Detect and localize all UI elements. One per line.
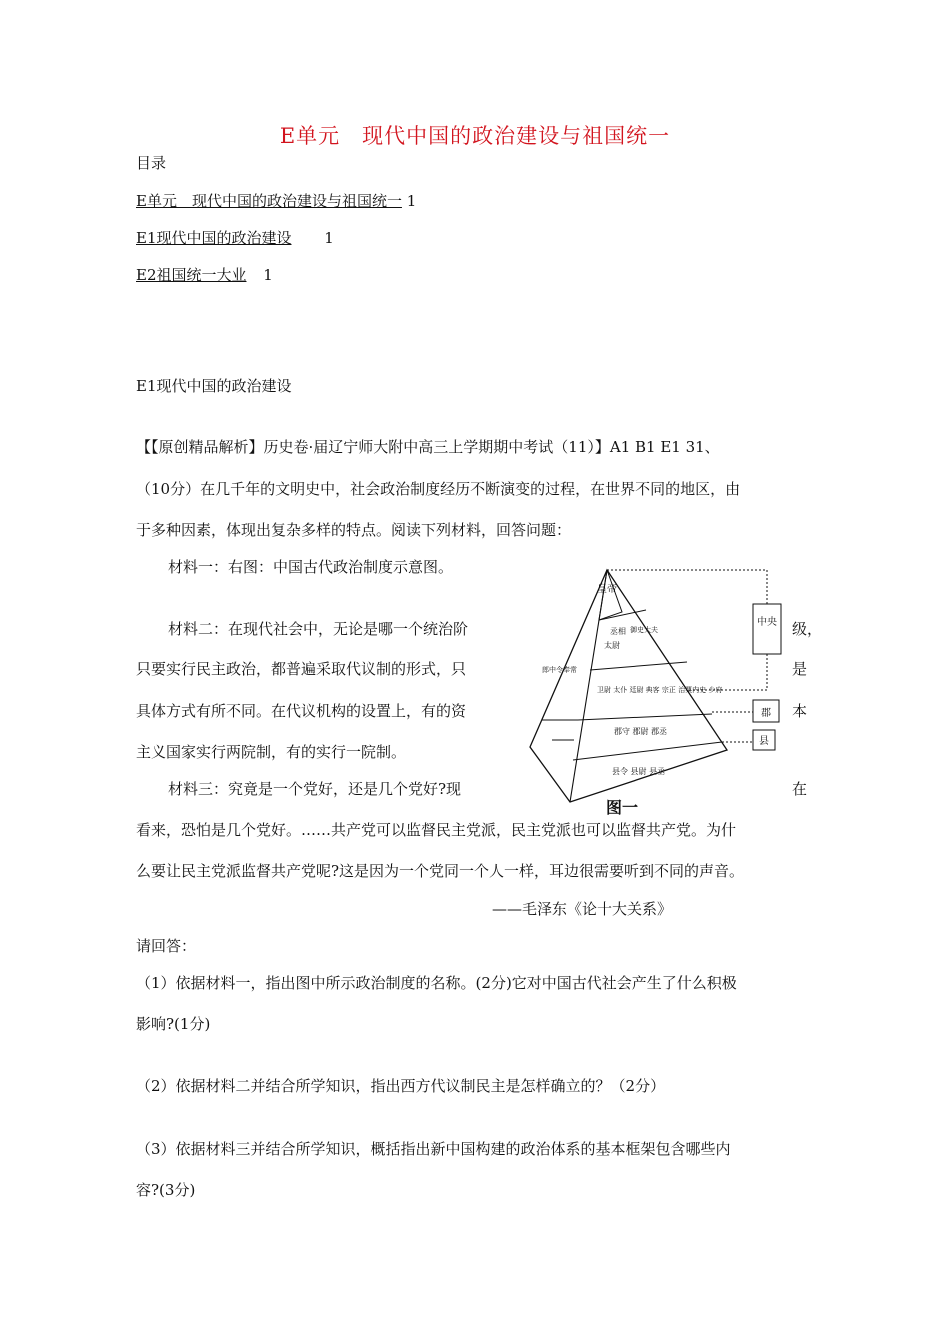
question-intro-line: （10分）在几千年的文明史中，社会政治制度经历不断演变的过程，在世界不同的地区，由 (136, 480, 741, 498)
figure-box-central: 中央 (757, 617, 777, 628)
material-two-wrap: 级， (792, 620, 823, 638)
ask-heading: 请回答： (136, 937, 197, 955)
toc-item-page: 1 (406, 192, 417, 210)
material-three-line: 材料三：究竟是一个党好，还是几个党好?现 (168, 780, 462, 798)
material-two-wrap: 是 (792, 660, 808, 678)
material-two-wrap: 本 (792, 702, 808, 720)
toc-item-page: 1 (263, 266, 273, 284)
toc-item[interactable] (136, 190, 416, 211)
question-two: （2）依据材料二并结合所学知识，指出西方代议制民主是怎样确立的？（2分） (136, 1077, 666, 1095)
toc-item-label[interactable]: E1现代中国的政治建设 (136, 229, 292, 247)
toc-item[interactable] (136, 264, 273, 285)
toc-item-page: 1 (324, 229, 334, 247)
material-three-line: 么要让民主党派监督共产党呢?这是因为一个党同一个人一样，耳边很需要听到不同的声音。 (136, 862, 745, 880)
question-three-line: （3）依据材料三并结合所学知识，概括指出新中国构建的政治体系的基本框架包含哪些内 (136, 1140, 731, 1158)
question-intro-line: 于多种因素，体现出复杂多样的特点。阅读下列材料，回答问题： (136, 521, 572, 539)
material-three-source: ——毛泽东《论十大关系》 (492, 900, 673, 918)
pyramid-diagram (522, 562, 832, 817)
figure-caption: 图一 (605, 798, 639, 817)
material-two-line: 具体方式有所不同。在代议机构的设置上，有的资 (136, 702, 467, 720)
political-system-figure (522, 562, 832, 817)
page-title: E单元 现代中国的政治建设与祖国统一 (279, 124, 671, 148)
question-one-line: （1）依据材料一，指出图中所示政治制度的名称。(2分)它对中国古代社会产生了什么积极 (136, 974, 737, 992)
figure-box-jun: 郡 (761, 708, 771, 719)
toc-heading: 目录 (136, 154, 167, 172)
figure-label: 县令 县尉 县丞 (612, 767, 666, 776)
toc-item-label[interactable]: E单元 现代中国的政治建设与祖国统一 (136, 192, 402, 210)
figure-label: 御史大夫 (630, 626, 658, 634)
question-three-line: 容?(3分) (136, 1181, 196, 1199)
material-one: 材料一：右图：中国古代政治制度示意图。 (168, 558, 454, 576)
figure-label: 太尉 (604, 641, 620, 650)
toc-item-label[interactable]: E2祖国统一大业 (136, 266, 247, 284)
question-intro-line: 【【原创精品解析】历史卷·届辽宁师大附中高三上学期期中考试（11）】A1 B1 E1 31、 (136, 438, 720, 456)
question-one-line: 影响?(1分) (136, 1015, 211, 1033)
figure-label: 郡守 郡尉 郡丞 (614, 727, 668, 736)
material-three-wrap: 在 (792, 780, 808, 798)
figure-label: 卫尉 太仆 廷尉 典客 宗正 治粟内史 少府 (597, 686, 723, 694)
figure-label: 丞相 (610, 627, 626, 636)
section-heading: E1现代中国的政治建设 (136, 377, 292, 395)
material-two-line: 主义国家实行两院制，有的实行一院制。 (136, 743, 407, 761)
figure-label: 皇帝 (597, 584, 617, 595)
toc-item[interactable] (136, 227, 334, 248)
material-three-line: 看来，恐怕是几个党好。……共产党可以监督民主党派，民主党派也可以监督共产党。为什 (136, 821, 737, 839)
material-two-line: 只要实行民主政治，都普遍采取代议制的形式，只 (136, 660, 467, 678)
material-two-line: 材料二：在现代社会中，无论是哪一个统治阶 (168, 620, 469, 638)
figure-box-xian: 县 (759, 736, 769, 747)
figure-label: 郎中令奉常 (542, 666, 577, 674)
